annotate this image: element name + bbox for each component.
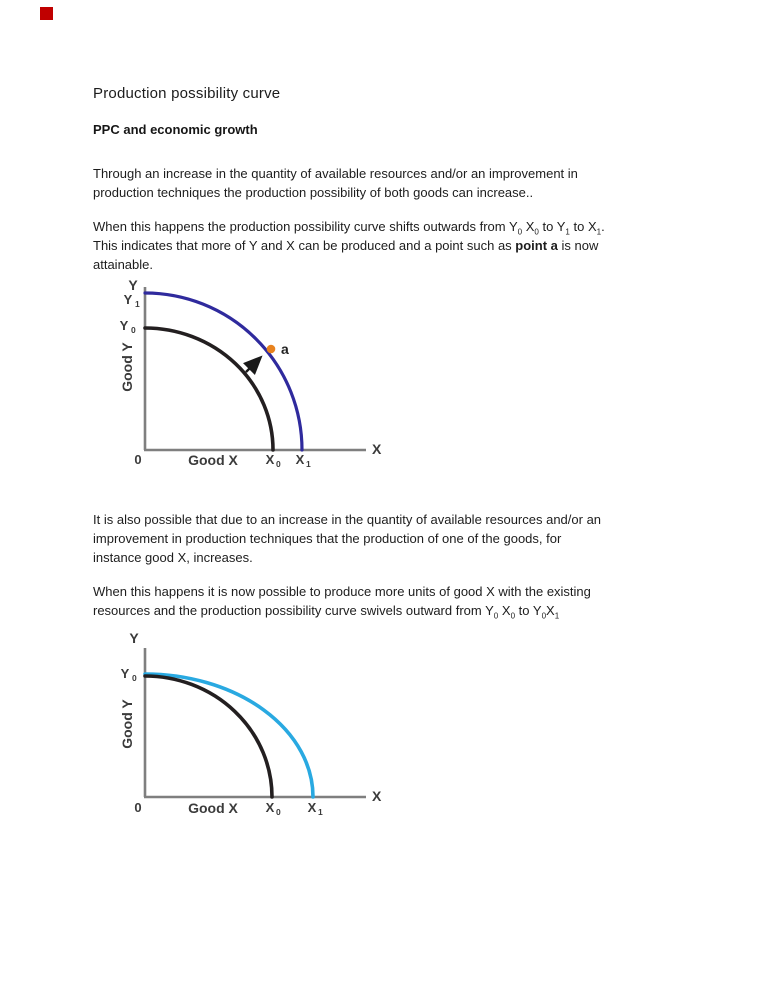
x1-tick-sub: 1 — [318, 807, 323, 817]
x0-tick-label: X — [265, 800, 275, 815]
y0-tick-label: Y — [120, 666, 130, 681]
x-axis-label: X — [372, 441, 382, 457]
y0-tick-label: Y — [119, 318, 129, 333]
y0-tick-sub: 0 — [131, 325, 136, 335]
x1-tick-label: X — [295, 452, 305, 467]
paragraph-shift-outwards: When this happens the production possibility curve shifts outwards from $Y_0$ $X_0$ to $Y_1$ to $X_1$. This indicates that more of Y and X can be produced and a point such as point a is now attainable. — [93, 219, 605, 272]
x-axis-label: X — [372, 788, 382, 804]
paragraph-swivel-outward: When this happens it is now possible to produce more units of good X with the existing resources and the production possibility curve swivels outward from $Y_0$ $X_0$ to $Y_0X_1$ — [93, 584, 591, 621]
origin-label: 0 — [134, 800, 142, 815]
ppc-swivel-diagram — [100, 612, 390, 830]
x1-tick-sub: 1 — [306, 459, 311, 469]
ppc-shift-diagram — [100, 272, 390, 484]
red-square-marker — [40, 7, 53, 20]
initial-ppc-curve — [145, 328, 273, 450]
point-a-dot — [267, 345, 276, 354]
y-axis-label: Y — [128, 277, 138, 293]
arrow-to-point-a — [246, 358, 260, 372]
paragraph-growth-intro: Through an increase in the quantity of available resources and/or an improvement in production techniques the production possibility of both goods can increase.. — [93, 166, 578, 200]
section-heading: PPC and economic growth — [93, 122, 258, 137]
y-axis-label: Y — [129, 630, 139, 646]
paragraph-one-good-increase: It is also possible that due to an increase in the quantity of available resources and/or an improvement in production techniques that the production of one of the goods, for instance good X, increases. — [93, 512, 602, 565]
page-title: Production possibility curve — [93, 85, 281, 102]
x0-tick-sub: 0 — [276, 459, 281, 469]
good-y-label: Good Y — [119, 342, 135, 392]
point-a-label: a — [281, 341, 289, 357]
x1-tick-label: X — [307, 800, 317, 815]
ppc-swivel-svg — [100, 612, 390, 830]
good-x-label: Good X — [188, 800, 238, 816]
initial-ppc-curve — [145, 676, 272, 797]
x0-tick-sub: 0 — [276, 807, 281, 817]
good-x-label: Good X — [188, 452, 238, 468]
shifted-ppc-curve — [145, 293, 302, 450]
y1-tick-label: Y — [123, 292, 133, 307]
ppc-shift-svg — [100, 272, 390, 484]
y1-tick-sub: 1 — [135, 299, 140, 309]
x0-tick-label: X — [265, 452, 275, 467]
good-y-label: Good Y — [119, 699, 135, 749]
swiveled-ppc-curve — [145, 674, 313, 797]
y0-tick-sub: 0 — [132, 673, 137, 683]
origin-label: 0 — [134, 452, 142, 467]
